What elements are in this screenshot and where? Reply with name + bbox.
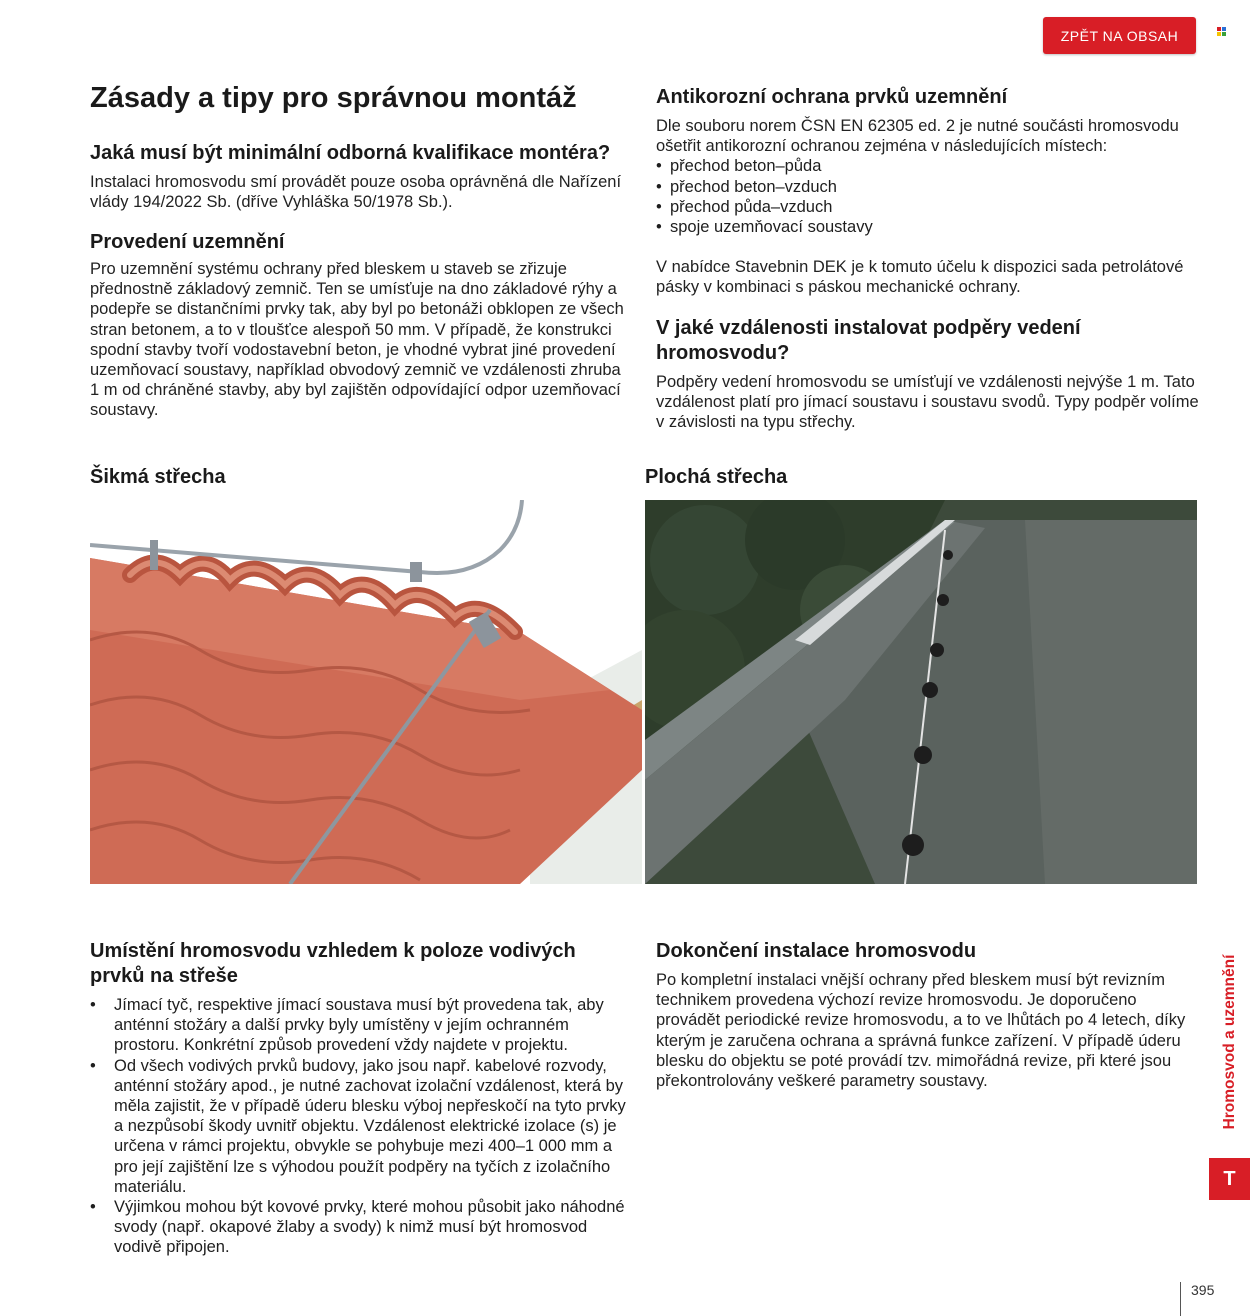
corrosion-heading: Antikorozní ochrana prvků uzemnění: [656, 86, 1008, 108]
corrosion-offer-text: V nabídce Stavebnin DEK je k tomuto účelu k dispozici sada petrolátové pásky v kombinaci s páskou mechanické ochrany.: [656, 258, 1184, 297]
completion-section: [656, 939, 1196, 1091]
list-item: • přechod beton–vzduch: [656, 177, 1204, 197]
placement-heading: Umístění hromosvodu vzhledem k poloze vodivých prvků na střeše: [90, 940, 576, 987]
brand-logo-icon: [1217, 27, 1226, 36]
chapter-tab-label: Hromosvod a uzemnění: [1221, 954, 1238, 1130]
flat-roof-image: [645, 500, 1197, 884]
chapter-letter-tab[interactable]: T: [1209, 1158, 1250, 1200]
supports-text: Podpěry vedení hromosvodu se umísťují ve vzdálenosti nejvýše 1 m. Tato vzdálenost platí pro jímací soustavu i soustavu svodů. Typy podpěr volíme v závislosti na typu střechy.: [656, 373, 1199, 432]
qualification-heading: Jaká musí být minimální odborná kvalifikace montéra?: [90, 142, 611, 164]
list-item: • Jímací tyč, respektive jímací soustava musí být provedena tak, aby anténní stožáry a další prvky byly umístěny v jejím ochranném prostoru. Konkrétní způsob provedení vždy najdete v projektu.: [90, 995, 635, 1056]
supports-heading: V jaké vzdálenosti instalovat podpěry vedení hromosvodu?: [656, 317, 1081, 364]
grounding-section: [90, 230, 625, 421]
page-title: Zásady a tipy pro správnou montáž: [90, 82, 577, 114]
corrosion-section: [656, 85, 1204, 298]
page-number-divider: [1180, 1282, 1181, 1316]
supports-section: [656, 316, 1204, 433]
qualification-section: [90, 141, 640, 212]
grounding-text: Pro uzemnění systému ochrany před bleskem u staveb se zřizuje přednostně základový zemnič. Ten se umísťuje na dno základové rýhy a podepře se distančními prvky tak, aby byl po betonáži obklopen ze všech stran betonem, a to v tloušťce alespoň 50 mm. V případě, že konstrukci spodní stavby tvoří vodostavební beton, je vhodné vybrat jiné provedení uzemňovací soustavy, například obvodový zemnič ve vzdálenosti zhruba 1 m od chráněné stavby, aby byl zajištěn odpovídající odpor uzemňovací soustavy.: [90, 260, 624, 420]
flat-roof-title: Plochá střecha: [645, 466, 788, 488]
completion-text: Po kompletní instalaci vnější ochrany před bleskem musí být revizním technikem provedena výchozí revize hromosvodu. Je doporučeno provádět periodické revize hromosvodu, a to ve lhůtách po 4 letech, díky kterým je zaručena ochrana a správná funkce zařízení. V případě úderu blesku do objektu se poté provádí tzv. mimořádná revize, při které jsou překontrolovány veškeré parametry soustavy.: [656, 971, 1186, 1091]
qualification-text: Instalaci hromosvodu smí provádět pouze osoba oprávněná dle Nařízení vlády 194/2022 Sb. (dříve Vyhláška 50/1978 Sb.).: [90, 173, 622, 212]
list-item: • Od všech vodivých prvků budovy, jako jsou např. kabelové rozvody, anténní stožáry apod., je nutné zachovat izolační vzdálenost, která by měla zajistit, že v případě úderu blesku výboj nepřeskočí na tyto prvky a nezpůsobí škody uvnitř objektu. Vzdálenost elektrické izolace (s) je určena v rámci projektu, obvykle se pohybuje mezi 400–1 000 mm a pro její zajištění lze s výhodou použít podpěry na tyčích z izolačního materiálu.: [90, 1056, 635, 1197]
chapter-tab[interactable]: [1212, 942, 1248, 1142]
list-item: • přechod beton–půda: [656, 156, 1204, 176]
pitched-roof-image: [90, 500, 642, 884]
corrosion-list: [656, 156, 1204, 237]
grounding-heading: Provedení uzemnění: [90, 231, 285, 253]
completion-heading: Dokončení instalace hromosvodu: [656, 940, 977, 962]
page-number: 395: [1191, 1282, 1215, 1298]
placement-section: [90, 939, 635, 1258]
flat-roof-illustration: [645, 500, 1197, 884]
list-item: • Výjimkou mohou být kovové prvky, které mohou působit jako náhodné svody (např. okapové žlaby a svody) k nimž musí být hromosvod vodivě připojen.: [90, 1197, 635, 1258]
corrosion-intro: Dle souboru norem ČSN EN 62305 ed. 2 je nutné součásti hromosvodu ošetřit antikorozní ochranou zejména v následujících místech:: [656, 117, 1179, 156]
list-item: • přechod půda–vzduch: [656, 197, 1204, 217]
pitched-roof-title: Šikmá střecha: [90, 466, 226, 488]
pitched-roof-illustration: [90, 500, 642, 884]
list-item: • spoje uzemňovací soustavy: [656, 217, 1204, 237]
placement-list: [90, 995, 635, 1258]
back-to-contents-button[interactable]: ZPĚT NA OBSAH: [1043, 17, 1196, 54]
